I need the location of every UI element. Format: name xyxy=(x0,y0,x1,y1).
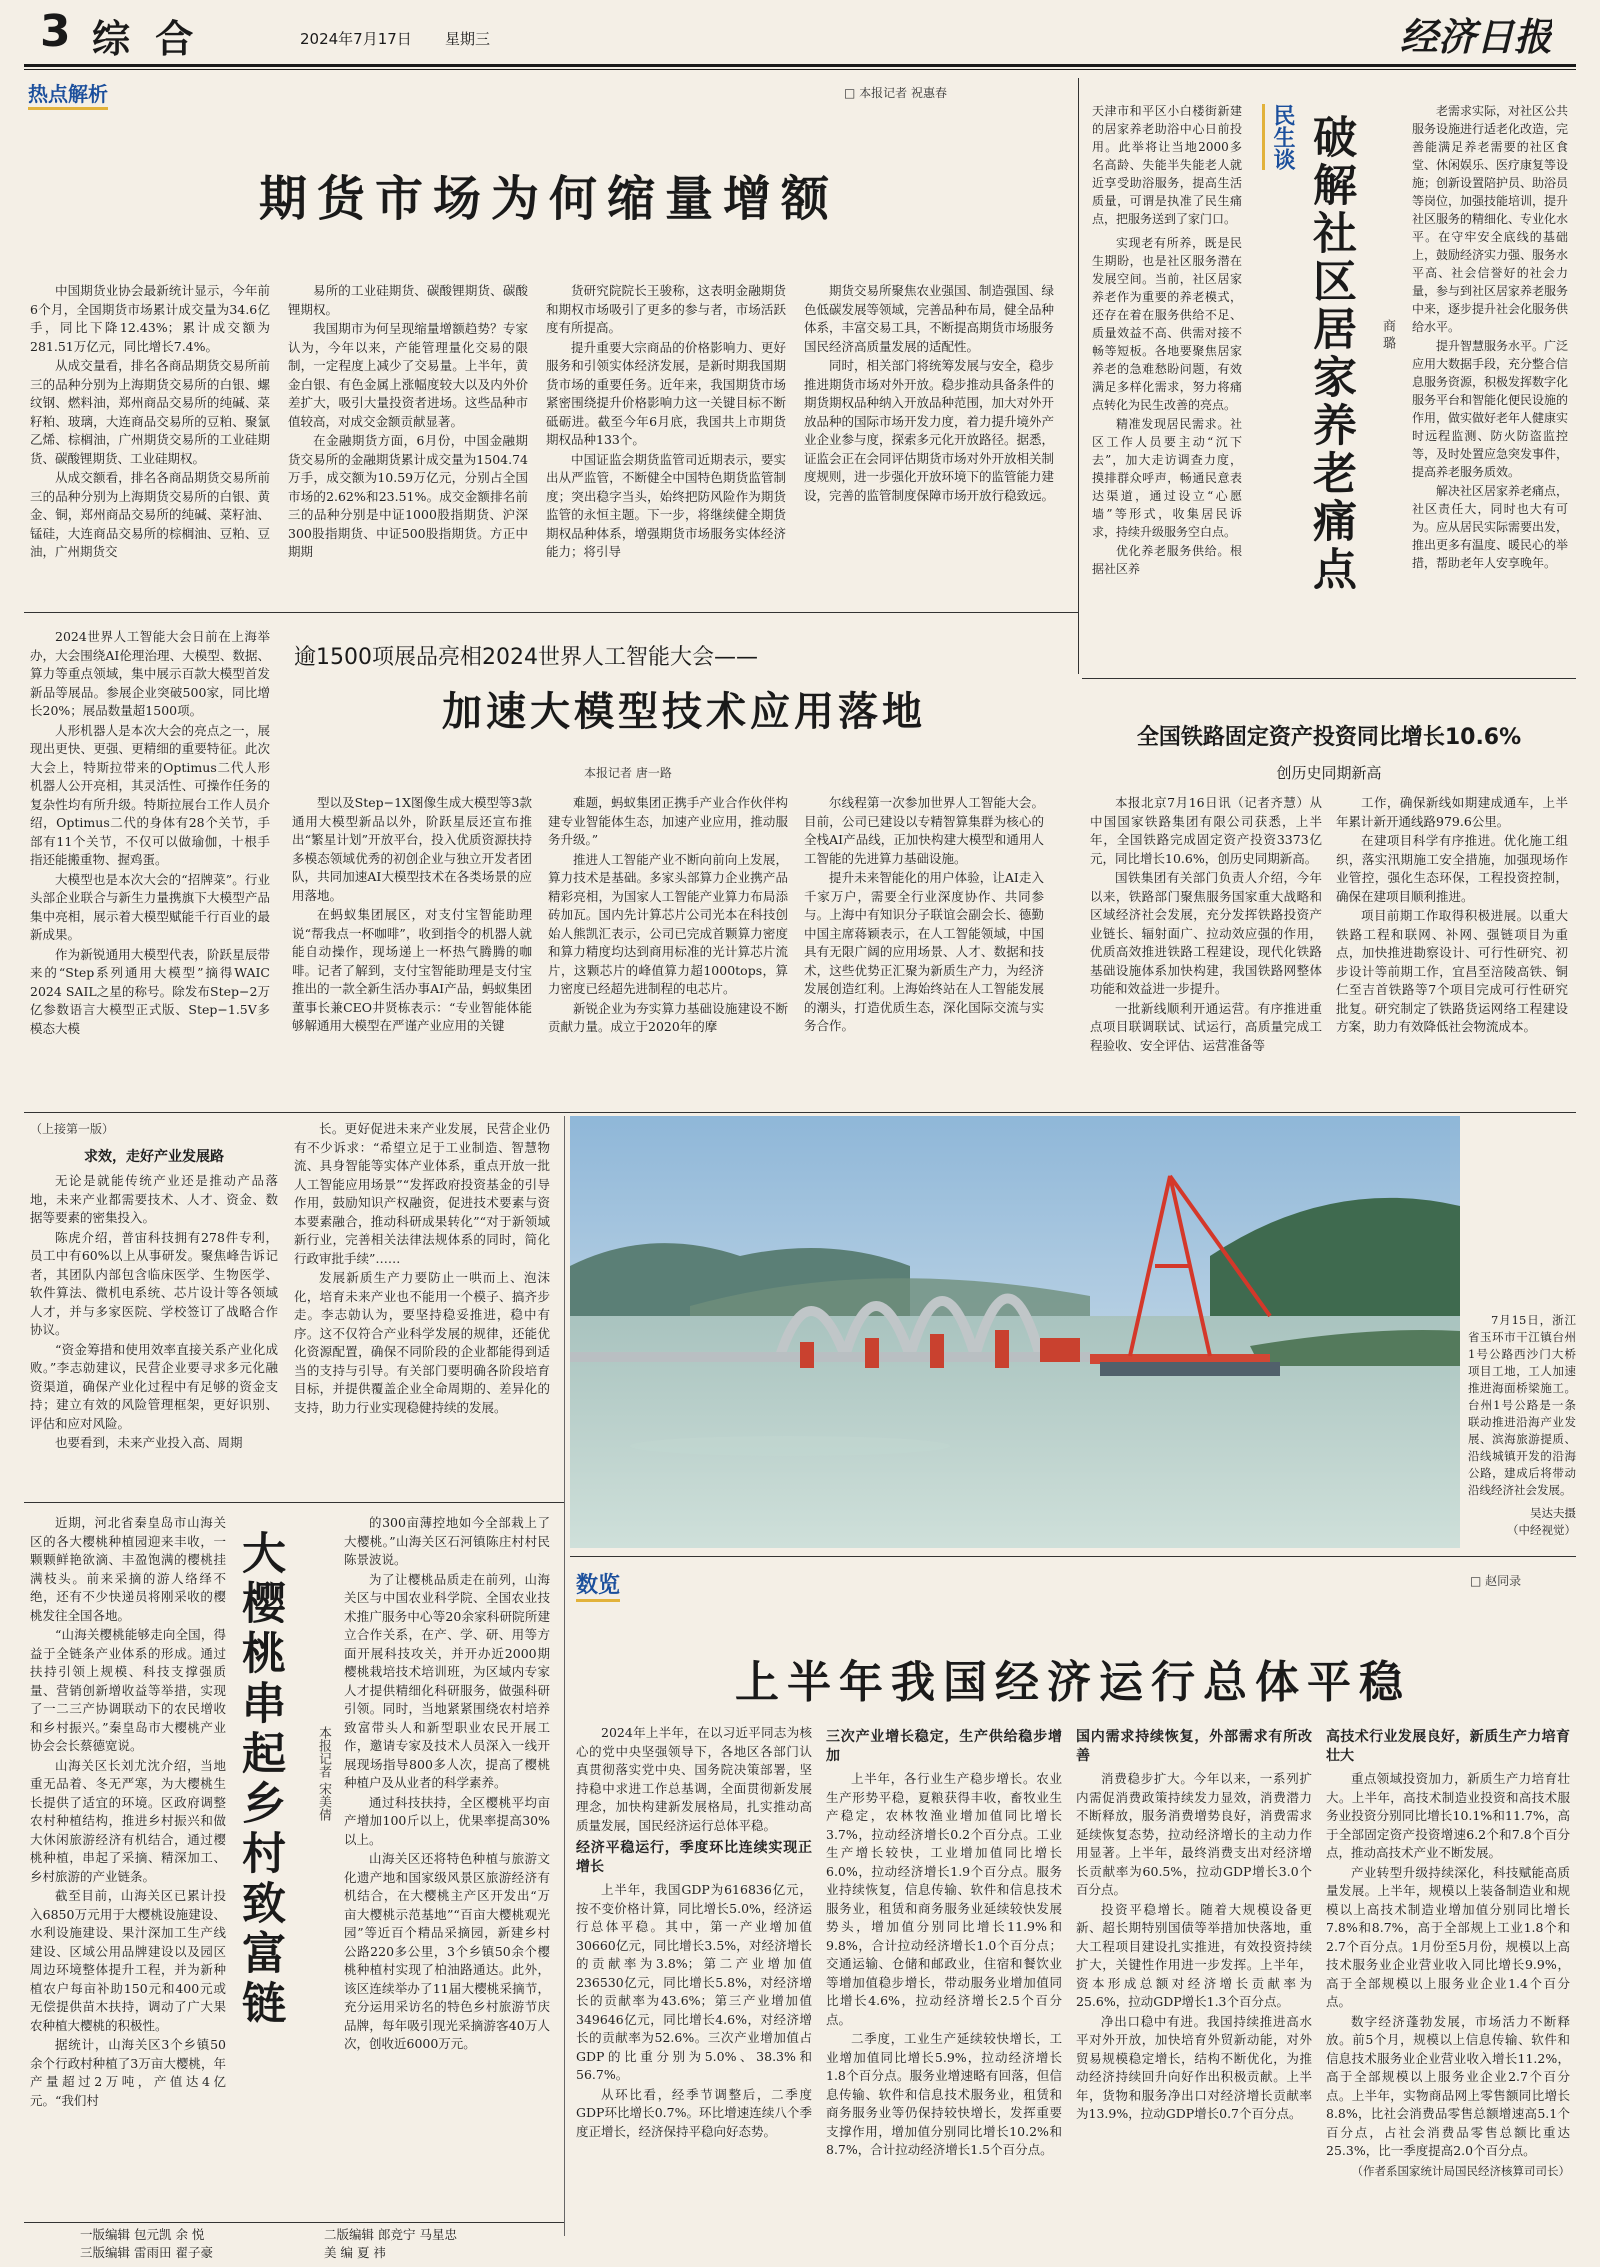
paragraph: 2024世界人工智能大会日前在上海举办，大会围绕AI伦理治理、大模型、数据、算力等重点领域，集中展示百款大模型首发新品等展品。参展企业突破500家，同比增长20%；展品数量超1500项。 xyxy=(30,629,270,718)
futures-col-4 xyxy=(804,282,1054,602)
paragraph: 在蚂蚁集团展区，对支付宝智能助理说“帮我点一杯咖啡”，收到指令的机器人就能自动操作，现场递上一杯热气腾腾的咖啡。记者了解到，支付宝智能助理是支付宝推出的一款全新生活办事AI产品，蚂蚁集团董事长兼CEO井贤栋表示：“专业智能体能够解通用大模型在严谨产业应用的关键 xyxy=(292,907,532,1033)
paragraph: 投资平稳增长。随着大规模设备更新、超长期特别国债等举措加快落地，重大工程项目建设扎实推进，有效投资持续扩大，关键性作用进一步发挥。上半年，资本形成总额对经济增长贡献率为25.6%，拉动GDP增长1.3个百分点。 xyxy=(1076,1901,1312,2009)
rail-col-2 xyxy=(1336,794,1568,1104)
paragraph: 提升智慧服务水平。广泛应用大数据手段，充分整合信息服务资源，积极发挥数字化服务平台和智能化便民设施的作用，做实做好老年人健康实时远程监测、防火防盗监控等，及时处置应急突发事件，提高养老服务质效。 xyxy=(1412,339,1568,479)
col-body xyxy=(1336,794,1568,1037)
article-title: 破解社区居家养老痛点 xyxy=(1305,114,1356,594)
masthead xyxy=(0,0,1600,66)
futures-col-2 xyxy=(288,282,528,602)
editor-credit-4: 美 编 夏 祎 xyxy=(324,2245,386,2260)
paper-logo: 经济日报 xyxy=(1400,14,1553,59)
article-byline xyxy=(1470,1572,1521,1589)
editor-credit-1: 一版编辑 包元凯 余 悦 xyxy=(80,2227,205,2242)
paragraph: 重点领域投资加力，新质生产力培育壮大。上半年，高技术制造业投资和高技术服务业投资分别同比增长10.1%和11.7%，高于全部固定资产投资增速6.2个和7.8个百分点，推动高技术产业不断发展。 xyxy=(1326,1771,1570,1860)
article-author: 商 璐 xyxy=(1380,319,1395,350)
col-body xyxy=(1092,234,1242,578)
paragraph: 发展新质生产力要防止一哄而上、泡沫化，培育未来产业也不能用一个模子、搞齐步走。李志勍认为，要坚持稳妥推进，稳中有序。这不仅符合产业科学发展的规律，还能优化资源配置，确保不同阶段的企业都能得到适当的支持与引导。有关部门要明确各阶段培育目标，并提供覆盖企业全命周期的、差异化的支持，助力行业实现稳健持续的发展。 xyxy=(294,1270,550,1415)
paragraph: “资金筹措和使用效率直接关系产业化成败。”李志勍建议，民营企业要寻求多元化融资渠道，确保产业化过程中有足够的资金支持；建立有效的风险管理框架，更好识别、评估和应对风险。 xyxy=(30,1341,278,1431)
paragraph: 提升重要大宗商品的价格影响力、更好服务和引领实体经济发展，是新时期我国期货市场的重要任务。近年来，我国期货市场紧密围绕提升价格影响力这一关键目标不断砥砺进。截至今年6月底，我国共上市期货期权品种133个。 xyxy=(546,339,786,447)
col-body xyxy=(288,282,528,562)
paragraph: 工作，确保新线如期建成通车，上半年累计新开通线路979.6公里。 xyxy=(1336,795,1568,829)
paragraph: 中国证监会期货监管司近期表示，要实出从严监管，不断健全中国特色期货监管制度；突出稳字当头，始终把防风险作为期货监管的永恒主题。下一步，将继续健全期货期权品种体系，增强期货市场服务实体经济能力；将引导 xyxy=(546,451,786,559)
paragraph: 据统计，山海关区3个乡镇50余个行政村种植了3万亩大樱桃，年产量超过2万吨，产值达4亿元。“我们村 xyxy=(30,2037,226,2108)
paragraph: 国铁集团有关部门负责人介绍，今年以来，铁路部门聚焦服务国家重大战略和区域经济社会发展，充分发挥铁路投资产业链长、辐射面广、拉动效应强的作用，优质高效推进铁路工程建设，现代化铁路基础设施体系加快构建，我国铁路网整体功能和效益进一步提升。 xyxy=(1090,870,1322,996)
article-title: 上半年我国经济运行总体平稳 xyxy=(735,1657,1411,1708)
col-body xyxy=(804,794,1044,1036)
section-head: 经济平稳运行，季度环比连续实现正增长 xyxy=(576,1840,812,1875)
article-title: 加速大模型技术应用落地 xyxy=(442,688,926,735)
cherry-col-1 xyxy=(30,1514,226,2214)
paragraph: 在建项目科学有序推进。优化施工组织，落实汛期施工安全措施，加强现场作业管控，强化生态环保，工程投资控制，确保在建项目顺利推进。 xyxy=(1336,833,1568,904)
paragraph: 陈虎介绍，普宙科技拥有278件专利，员工中有60%以上从事研发。聚焦峰告诉记者，其团队内部包含临床医学、生物医学、软件算法、微机电系统、芯片设计等各领域人才，并与多家医院、学校签订了战略合作协议。 xyxy=(30,1229,278,1337)
issue-weekday: 星期三 xyxy=(445,30,491,48)
paragraph: 实现老有所养，既是民生期盼，也是社区服务潜在发展空间。当前，社区居家养老作为重要的养老模式，还存在着在服务供给不足、质量效益不高、供需对接不畅等短板。各地要聚焦居家养老的急难愁盼问题，有效满足多样化需求，努力将痛点转化为民生改善的亮点。 xyxy=(1092,236,1242,412)
ai-col-4 xyxy=(804,794,1044,1102)
paragraph: 的300亩薄控地如今全部栽上了大樱桃。”山海关区石河镇陈庄村村民陈景波说。 xyxy=(344,1515,550,1567)
byline-text: 本报记者 祝惠春 xyxy=(859,86,947,100)
col-body xyxy=(30,282,270,562)
ai-article xyxy=(24,616,1078,1110)
futures-article xyxy=(24,74,1074,608)
article-subtitle: 创历史同期新高 xyxy=(1276,764,1382,782)
section-tag: 民生谈 xyxy=(1262,104,1298,170)
continued-col-1 xyxy=(30,1172,278,1494)
square-icon: □ xyxy=(1470,1574,1486,1588)
col-body xyxy=(548,794,788,1037)
article-byline: 本报记者 宋美倩 xyxy=(316,1726,331,1822)
article-kicker: 逾1500项展品亮相2024世界人工智能大会—— xyxy=(294,645,758,670)
editor-credit-2: 三版编辑 雷雨田 翟子豪 xyxy=(80,2245,213,2260)
paragraph: 人形机器人是本次大会的亮点之一，展现出更快、更强、更精细的重要特征。此次大会上，特斯拉带来的Optimus二代人形机器人公开亮相，其灵活性、可操作任务的复杂性均有所升级。特斯拉展台工作人员介绍，Optimus二代的身体有28个关节，手部有11个关节，不仅可以做瑜伽，十根手指还能搬重物、握鸡蛋。 xyxy=(30,722,270,867)
paragraph: 同时，相关部门将统筹发展与安全，稳步推进期货市场对外开放。稳步推动具备条件的期货期权品种纳入开放品种范围，加大对外开放品种的国际市场开发力度，着力提升境外产业企业参与度，探索多元化开放路径。据悉，证监会正在会同评估期货市场对外开放相关制度规则，进一步强化开放环境下的监管能力建设，完善的监管制度保障市场开放行稳致远。 xyxy=(804,358,1054,503)
rail-col-1 xyxy=(1090,794,1322,1104)
paragraph: 通过科技扶持，全区樱桃平均亩产增加100斤以上，优果率提高30%以上。 xyxy=(344,1794,550,1847)
continued-col-2 xyxy=(294,1120,550,1494)
community-article xyxy=(1082,74,1576,674)
col-body xyxy=(344,1514,550,2054)
section-tag: 热点解析 xyxy=(28,78,108,110)
section-tag: 数览 xyxy=(576,1568,620,1602)
paragraph: 也要看到，未来产业投入高、周期 xyxy=(55,1435,243,1450)
community-lead xyxy=(1092,102,1242,232)
paragraph: 截至目前，山海关区已累计投入6850万元用于大樱桃设施建设、水利设施建设、果汁深加工生产线建设、区域公用品牌建设以及园区周边环境整体提升工程，并为新种植农户每亩补助150元和400元或无偿提供苗木扶持，调动了广大果农种植大樱桃的积极性。 xyxy=(30,1888,226,2033)
article-byline xyxy=(844,84,947,101)
economy-article xyxy=(570,1560,1576,2236)
col-body xyxy=(1412,102,1568,572)
paragraph: 为了让樱桃品质走在前列，山海关区与中国农业科学院、全国农业技术推广服务中心等20余家科研院所建立合作关系，在产、学、研、用等方面开展科技攻关，并开办近2000期樱桃栽培技术培训班，为区域内专家人才提供精细化科研服务，做强科研引领。同时，当地紧紧围绕农村培养致富带头人和新型职业农民开展工作，邀请专家及技术人员深入一线开展现场指导800多人次，提高了樱桃种植户及从业者的科学素养。 xyxy=(344,1571,550,1790)
paragraph: 优化养老服务供给。根据社区养 xyxy=(1092,544,1242,576)
paragraph: 解决社区居家养老痛点，社区责任大，同时也大有可为。应从居民实际需要出发，推出更多有温度、暖民心的举措，帮助老年人安享晚年。 xyxy=(1412,484,1568,570)
paragraph: 尔线程第一次参加世界人工智能大会。目前，公司已建设以专精智算集群为核心的全栈AI产品线，正加快构建大模型和通用人工智能的先进算力基础设施。 xyxy=(804,795,1044,866)
futures-col-1 xyxy=(30,282,270,602)
paragraph: 2024年上半年，在以习近平同志为核心的党中央坚强领导下，各地区各部门认真贯彻落实党中央、国务院决策部署，坚持稳中求进工作总基调，全面贯彻新发展理念，加快构建新发展格局，扎实推动高质量发展，国民经济运行总体平稳。 xyxy=(576,1725,812,1833)
col-body xyxy=(804,282,1054,505)
article-title: 期货市场为何缩量增额 xyxy=(258,171,839,227)
paragraph: 难题，蚂蚁集团正携手产业合作伙伴构建专业智能体生态，加速产业应用，推动服务升级。” xyxy=(548,795,788,847)
intro-body xyxy=(576,1724,812,1835)
economy-col-2 xyxy=(826,1724,1062,2230)
section-head: 高技术行业发展良好，新质生产力培育壮大 xyxy=(1326,1729,1570,1764)
section-head: 国内需求持续恢复，外部需求有所改善 xyxy=(1076,1729,1312,1764)
subhead: 求效，走好产业发展路 xyxy=(84,1149,224,1165)
col-body xyxy=(30,628,270,1038)
paragraph: “山海关樱桃能够走向全国，得益于全链条产业体系的形成。通过扶持引领上规模、科技支撑强质量、营销创新增收益等举措，实现了一二三产协调联动下的农民增收和乡村振兴。”秦皇岛市大樱桃产业协会会长蔡德宽说。 xyxy=(30,1627,226,1753)
paragraph: 从成交量看，排名各商品期货交易所前三的品种分别为上海期货交易所的白银、螺纹钢、燃料油，郑州商品交易所的纯碱、菜籽粕、玻璃，大连商品交易所的豆粕、聚氯乙烯、棕榈油，广州期货交易所的工业硅期货、碳酸锂期货、工业硅期权。 xyxy=(30,358,270,466)
paragraph: 上半年，各行业生产稳步增长。农业生产形势平稳，夏粮获得丰收，畜牧业生产稳定，农林牧渔业增加值同比增长3.7%，拉动经济增长0.2个百分点。工业生产增长较快，工业增加值同比增长6.0%，拉动经济增长1.9个百分点。服务业持续恢复，信息传输、软件和信息技术服务业，租赁和商务服务业延续较快发展势头，增加值分别同比增长11.9%和9.8%，合计拉动经济增长1.0个百分点；交通运输、仓储和邮政业，住宿和餐饮业等增加值稳步增长，带动服务业增加值同比增长4.6%，拉动经济增长2.5个百分点。 xyxy=(826,1771,1062,2027)
section-head: 三次产业增长稳定，生产供给稳步增加 xyxy=(826,1729,1062,1764)
paragraph: 上半年，我国GDP为616836亿元，按不变价格计算，同比增长5.0%，经济运行总体平稳。其中，第一产业增加值30660亿元，同比增长3.5%，对经济增长的贡献率为3.8%；第二产业增加值236530亿元，同比增长5.8%，对经济增长的贡献率为43.6%；第三产业增加值349646亿元，同比增长4.6%，对经济增长的贡献率为52.6%。三次产业增加值占GDP的比重分别为5.0%、38.3%和56.7%。 xyxy=(576,1882,812,2082)
cherry-article xyxy=(24,1506,560,2222)
news-photo xyxy=(570,1116,1460,1548)
page-number: 3 xyxy=(40,6,71,57)
paragraph: 无论是就能传统产业还是推动产品落地，未来产业都需要技术、人才、资金、数据等要素的密集投入。 xyxy=(30,1173,278,1225)
paragraph: 在金融期货方面，6月份，中国金融期货交易所的金融期货累计成交量为1504.74万手，成交额为10.59万亿元，分别占全国市场的2.62%和23.51%。成交金额排名前三的品种分别是中证1000股指期货、沪深300股指期货、中证500股指期货。方正中期期 xyxy=(288,433,528,559)
paragraph: 货研究院院长王骏称，这表明金融期货和期权市场吸引了更多的参与者，市场活跃度有所提高。 xyxy=(546,283,786,335)
editor-credit-3: 二版编辑 郎竞宁 马星忠 xyxy=(324,2227,457,2242)
section-body xyxy=(576,1881,812,2141)
ai-col-1 xyxy=(30,628,270,1102)
photo-source: （中经视觉） xyxy=(1507,1523,1576,1537)
economy-col-4 xyxy=(1326,1724,1570,2230)
section-body xyxy=(1326,1770,1570,2161)
paragraph: 期货交易所聚焦农业强国、制造强国、绿色低碳发展等领域，完善品种布局，健全品种体系，丰富交易工具，不断提高期货市场服务国民经济高质量发展的适配性。 xyxy=(804,283,1054,354)
paragraph: 提升未来智能化的用户体验，让AI走入千家万户，需要全行业深度协作、共同参与。上海中有知识分子联谊会副会长、德勤中国主席蒋颖表示，在人工智能领域，中国具有无限广阔的应用场景、人才、数据和技术，这些优势正汇聚为新质生产力，为经济发展创造红利。上海始终站在人工智能发展的潮头，打造优质生态，深化国际交流与实务合作。 xyxy=(804,870,1044,1033)
article-byline: 本报记者 唐一路 xyxy=(584,766,672,780)
paragraph: 消费稳步扩大。今年以来，一系列扩内需促消费政策持续发力显效，消费潜力不断释放，服务消费增势良好，消费需求延续恢复态势，拉动经济增长的主动力作用显著。上半年，最终消费支出对经济增长贡献率为60.5%，拉动GDP增长3.0个百分点。 xyxy=(1076,1771,1312,1897)
paragraph: 长。更好促进未来产业发展，民营企业仍有不少诉求：“希望立足于工业制造、智慧物流、具身智能等实体产业体系，重点开放一批人工智能应用场景”“发挥政府投资基金的引导作用，鼓励知识产权融资，促进技术要素与资本要素融合，推动科研成果转化”“对于新领域新行业，完善相关法律法规体系的同时，简化行政审批手续”…… xyxy=(294,1121,550,1266)
community-col-1 xyxy=(1092,234,1242,664)
issue-date: 2024年7月17日 xyxy=(300,30,412,48)
rail-article xyxy=(1082,682,1576,1110)
paragraph: 大模型也是本次大会的“招牌菜”。行业头部企业联合与新生力量携旗下大模型产品集中亮相，展示着大模型赋能千行百业的最新成果。 xyxy=(30,871,270,942)
paragraph: 本报北京7月16日讯（记者齐慧）从中国国家铁路集团有限公司获悉，上半年，全国铁路完成固定资产投资3373亿元，同比增长10.6%，创历史同期新高。 xyxy=(1090,795,1322,866)
photo-caption xyxy=(1468,1312,1576,1552)
ai-col-3 xyxy=(548,794,788,1102)
bridge-photo xyxy=(570,1116,1460,1548)
author-note: （作者系国家统计局国民经济核算司司长） xyxy=(1351,2163,1570,2178)
section-name: 综 合 xyxy=(92,16,200,61)
paragraph: 新锐企业为夯实算力基础设施建设不断贡献力量。成立于2020年的摩 xyxy=(548,1000,788,1034)
col-body xyxy=(30,1514,226,2110)
col-body xyxy=(1090,794,1322,1055)
paragraph: 产业转型升级持续深化，科技赋能高质量发展。上半年，规模以上装备制造业和规模以上高技术制造业增加值分别同比增长7.8%和8.7%，高于全部规上工业1.8个和2.7个百分点。1月份至5月份，规模以上高技术服务业企业营业收入同比增长9.9%，高于全部规模以上服务业企业1.4个百分点。 xyxy=(1326,1864,1570,2009)
continued-article xyxy=(24,1116,560,1500)
paragraph: 数字经济蓬勃发展，市场活力不断释放。前5个月，规模以上信息传输、软件和信息技术服务业企业营业收入增长11.2%，高于全部规模以上服务业企业2.7个百分点。上半年，实物商品网上零售额同比增长8.8%，比社会消费品零售总额增速高5.1个百分点，占社会消费品零售总额比重达25.3%，比一季度提高2.0个百分点。 xyxy=(1326,2013,1570,2158)
square-icon: □ xyxy=(844,86,860,100)
ai-col-2 xyxy=(292,794,532,1102)
paragraph: 一批新线顺利开通运营。有序推进重点项目联调联试、试运行，高质量完成工程验收、安全评估、运营准备等 xyxy=(1090,1000,1322,1053)
paragraph: 从成交额看，排名各商品期货交易所前三的品种分别为上海期货交易所的白银、黄金、铜，郑州商品交易所的纯碱、菜籽油、锰硅，大连商品交易所的棕榈油、豆粕、豆油，广州期货交 xyxy=(30,470,270,559)
community-col-2 xyxy=(1412,102,1568,672)
paragraph: 项目前期工作取得积极进展。以重大铁路工程和联网、补网、强链项目为重点，加快推进勘察设计、可行性研究、初步设计等前期工作，宜昌至涪陵高铁、铜仁至吉首铁路等7个项目完成可行性研究批复。研究制定了铁路货运网络工程建设方案，助力有效降低社会物流成本。 xyxy=(1336,908,1568,1034)
paragraph: 老需求实际，对社区公共服务设施进行适老化改造，完善能满足养老需要的社区食堂、休闲娱乐、医疗康复等设施；创新设置陪护员、助浴员等岗位，加强技能培训，提升社区服务的精细化、专业化水平。在守牢安全底线的基础上，鼓励经济实力强、服务水平高、社会信誉好的社会力量，参与到社区居家养老服务中来，逐步提升社会化服务供给水平。 xyxy=(1412,104,1568,334)
economy-col-3 xyxy=(1076,1724,1312,2230)
section-body xyxy=(826,1770,1062,2160)
editor-credits xyxy=(24,2226,564,2264)
paragraph: 山海关区长刘尤沈介绍，当地重无品着、冬无严寒，为大樱桃生长提供了适宜的环境。区政府调整农村种植结构，推进乡村振兴和做大休闲旅游经济有机结合，通过樱桃种植，串起了采摘、精深加工、乡村旅游的产业链条。 xyxy=(30,1757,226,1884)
paragraph: 易所的工业硅期货、碳酸锂期货、碳酸锂期权。 xyxy=(288,283,528,317)
futures-col-3 xyxy=(546,282,786,602)
col-body xyxy=(292,794,532,1036)
lead-text: 天津市和平区小白楼街新建的居家养老助浴中心日前投用。此举将让当地2000多名高龄、失能半失能老人就近享受助浴服务，提高生活质量，可谓是执准了民生痛点，把服务送到了家门口。 xyxy=(1092,104,1242,226)
paragraph: 精准发现居民需求。社区工作人员要主动“沉下去”，加大走访调查力度，摸排群众呼声，畅通民意表达渠道，通过设立“心愿墙”等形式，收集居民诉求，持续升级服务空白点。 xyxy=(1092,417,1242,539)
photo-credit: 吴达夫摄 xyxy=(1530,1506,1576,1520)
paragraph: 净出口稳中有进。我国持续推进高水平对外开放，加快培育外贸新动能，对外贸易规模稳定增长，结构不断优化，为推动经济持续回升向好作出积极贡献。上半年，货物和服务净出口对经济增长贡献率为13.9%，拉动GDP增长0.7个百分点。 xyxy=(1076,2013,1312,2121)
cherry-col-2 xyxy=(344,1514,550,2214)
section-body xyxy=(1076,1770,1312,2124)
paragraph: 近期，河北省秦皇岛市山海关区的各大樱桃种植园迎来丰收，一颗颗鲜艳欲滴、丰盈饱满的樱桃挂满枝头。前来采摘的游人络绎不绝，还有不少快递员将刚采收的樱桃发往全国各地。 xyxy=(30,1515,226,1623)
col-body xyxy=(30,1172,278,1453)
paragraph: 我国期市为何呈现缩量增额趋势？专家认为，今年以来，产能管理量化交易的限制，一定程度上减少了交易量。上半年，黄金白银、有色金属上涨幅度较大以及内外价差扩大，吸引大量投资者进场。这些品种市值较高，对成交金额贡献显著。 xyxy=(288,321,528,429)
paragraph: 推进人工智能产业不断向前向上发展，算力技术是基础。多家头部算力企业携产品精彩亮相，为国家人工智能产业算力布局添砖加瓦。国内先计算芯片公司光本在科技创始人熊凯汇表示，公司已完成首颗算力密度和算力精度均达到商用标准的光计算芯片流片，这颗芯片的峰值算力超1000tops，算力密度已经超先进制程的电芯片。 xyxy=(548,851,788,996)
col-body xyxy=(546,282,786,562)
byline-text: 赵同录 xyxy=(1485,1574,1522,1588)
paragraph: 从环比看，经季节调整后，二季度GDP环比增长0.7%。环比增速连续八个季度正增长，经济保持平稳向好态势。 xyxy=(576,2086,812,2139)
caption-text: 7月15日，浙江省玉环市干江镇台州1号公路西沙门大桥项目工地，工人加速推进海面桥梁施工。台州1号公路是一条联动推进沿海产业发展、滨海旅游提质、沿线城镇开发的沿海公路，建成后将带动沿线经济社会发展。 xyxy=(1468,1313,1576,1497)
col-body xyxy=(294,1120,550,1417)
paragraph: 二季度，工业生产延续较快增长，工业增加值同比增长5.9%，拉动经济增长1.8个百分点。服务业增速略有回落，但信息传输、软件和信息技术服务业，租赁和商务服务业等仍保持较快增长，发挥重要支撑作用，增加值分别同比增长10.2%和8.7%，合计拉动经济增长1.5个百分点。 xyxy=(826,2031,1062,2157)
paragraph: 山海关区还将特色种植与旅游文化遗产地和国家级风景区旅游经济有机结合，在大樱桃主产区开发出“万亩大樱桃示范基地”“百亩大樱桃观光园”等近百个精品采摘园，新建乡村公路220多公里，3个乡镇50余个樱桃种植村实现了柏油路通达。此外，该区连续举办了11届大樱桃采摘节，充分运用采访名的特色乡村旅游节庆品牌，每年吸引现光采摘游客40万人次，创收近6000万元。 xyxy=(344,1851,550,2051)
continued-note: （上接第一版） xyxy=(30,1122,115,1136)
paragraph: 作为新锐通用大模型代表，阶跃星辰带来的“Step系列通用大模型”摘得WAIC 2024 SAIL之星的称号。除发布Step−2万亿参数语言大模型正式版、Step−1.5V多模态大模 xyxy=(30,946,270,1036)
economy-col-1 xyxy=(576,1724,812,2230)
article-title: 全国铁路固定资产投资同比增长10.6% xyxy=(1136,725,1522,750)
paragraph: 中国期货业协会最新统计显示，今年前6个月，全国期货市场累计成交量为34.6亿手，同比下降12.43%；累计成交额为281.51万亿元，同比增长7.4%。 xyxy=(30,283,270,354)
paragraph: 型以及Step−1X图像生成大模型等3款通用大模型新品以外，阶跃星辰还宣布推出“繁星计划”开放平台，投入优质资源扶持多模态领域优秀的初创企业与独立开发者团队，共同加速AI大模型技术在各类场景的应用落地。 xyxy=(292,795,532,903)
article-title: 大樱桃串起乡村致富链 xyxy=(234,1530,285,2030)
